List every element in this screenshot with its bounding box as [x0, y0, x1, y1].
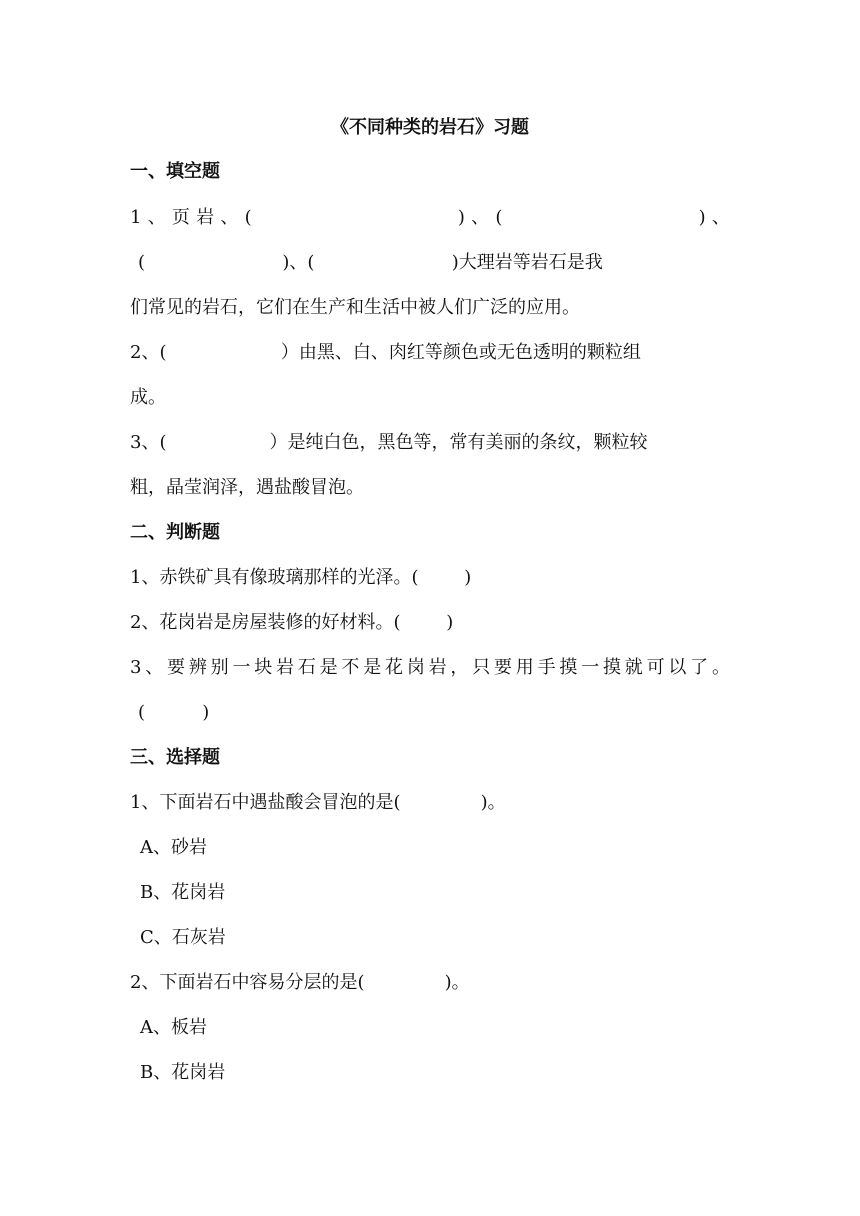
section-heading-true-false: 二、判断题 — [130, 522, 220, 543]
question-2-3-line-1: 3 、 要 辨 别 一 块 岩 石 是 不 是 花 岗 岩 ， 只 要 用 手 摸 一 摸 就 可 以 了 。 — [130, 657, 730, 678]
section-heading-fill-blank: 一、填空题 — [130, 161, 220, 182]
answer-blank-open: ( — [495, 207, 503, 228]
question-1-1-line-3: 们常见的岩石，它们在生产和生活中被人们广泛的应用。 — [130, 297, 580, 318]
question-1-2-line-2: 成。 — [130, 387, 166, 408]
question-3-2-option-a: A、板岩 — [140, 1017, 207, 1038]
question-2-1: 1、赤铁矿具有像玻璃那样的光泽。( ) — [130, 567, 472, 588]
answer-blank-open: ( — [244, 207, 252, 228]
question-1-2-line-1: 2、( ）由黑、白、肉红等颜色或无色透明的颗粒组 — [130, 342, 641, 363]
question-3-2-option-b: B、花岗岩 — [140, 1062, 226, 1083]
question-3-2-stem: 2、下面岩石中容易分层的是( )。 — [130, 972, 470, 993]
answer-blank-close: ) — [698, 207, 706, 228]
question-2-2: 2、花岗岩是房屋装修的好材料。( ) — [130, 612, 454, 633]
question-3-1-stem: 1、下面岩石中遇盐酸会冒泡的是( )。 — [130, 792, 506, 813]
question-1-1-line-2: ( )、( )大理岩等岩石是我 — [138, 252, 603, 273]
question-3-1-option-b: B、花岗岩 — [140, 882, 226, 903]
question-3-1-option-c: C、石灰岩 — [140, 927, 226, 948]
question-1-1-line-1: 1 、 页 岩 、 ( ) 、 ( ) 、 — [130, 207, 730, 228]
question-1-3-line-1: 3、( ）是纯白色，黑色等，常有美丽的条纹，颗粒较 — [130, 432, 648, 453]
question-3-1-option-a: A、砂岩 — [140, 837, 207, 858]
answer-blank-close: ) — [457, 207, 465, 228]
question-1-3-line-2: 粗，晶莹润泽，遇盐酸冒泡。 — [130, 477, 364, 498]
section-heading-multiple-choice: 三、选择题 — [130, 747, 220, 768]
question-2-3-line-2: ( ) — [138, 702, 210, 723]
page-title: 《不同种类的岩石》习题 — [331, 117, 529, 138]
